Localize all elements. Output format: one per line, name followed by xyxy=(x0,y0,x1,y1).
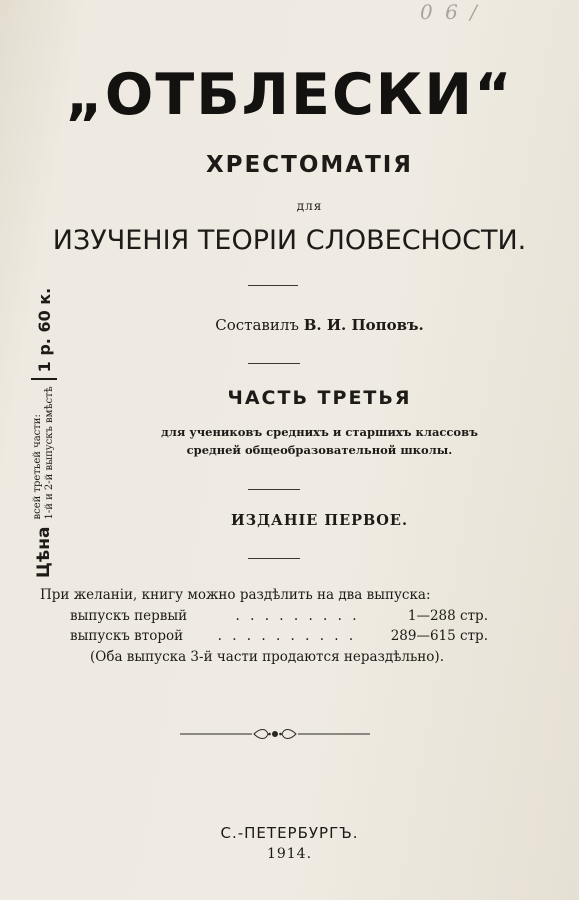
volume-label: выпускъ первый xyxy=(70,607,188,624)
split-note: (Оба выпуска 3-й части продаются нераздѣльно). xyxy=(90,648,444,665)
price-separator xyxy=(31,378,57,380)
divider xyxy=(248,558,300,559)
compiler-line xyxy=(30,316,579,334)
audience-text xyxy=(30,423,579,459)
book-subtitle: ХРЕСТОМАТІЯ xyxy=(205,152,414,178)
divider xyxy=(248,489,300,490)
volume-pages: 289—615 стр. xyxy=(390,628,488,644)
ornament-divider xyxy=(180,727,370,741)
part-heading: ЧАСТЬ ТРЕТЬЯ xyxy=(227,387,412,409)
volume-split-info xyxy=(40,585,560,667)
price-value: 1 р. 60 к. xyxy=(34,287,54,373)
imprint-city: С.-ПЕТЕРБУРГЪ. xyxy=(220,824,359,842)
volume-row xyxy=(40,606,560,627)
price-line: 1-й и 2-й выпускъ вмѣстѣ xyxy=(44,386,55,520)
volume-row xyxy=(40,626,560,647)
divider xyxy=(248,363,300,364)
audience-line: для учениковъ среднихъ и старшихъ классовъ xyxy=(161,425,478,439)
book-title: „ОТБЛЕСКИ“ xyxy=(65,62,514,128)
for-word: для xyxy=(296,199,323,213)
divider xyxy=(248,285,298,286)
audience-line: средней общеобразовательной школы. xyxy=(186,443,453,457)
volume-label: выпускъ второй xyxy=(70,628,184,644)
price-label: Цѣна xyxy=(34,526,54,578)
price-description xyxy=(32,386,56,519)
leader-dots: . . . . . . . . . xyxy=(235,607,360,624)
imprint-year: 1914. xyxy=(266,846,313,862)
edition-line: ИЗДАНІЕ ПЕРВОЕ. xyxy=(230,512,409,529)
subject-line: ИЗУЧЕНІЯ ТЕОРІИ СЛОВЕСНОСТИ. xyxy=(52,225,527,256)
price-line: всей третьей части: xyxy=(32,414,43,520)
leader-dots: . . . . . . . . . . xyxy=(217,628,357,644)
author-name: В. И. Поповъ. xyxy=(303,316,424,334)
split-intro: При желаніи, книгу можно раздѣлить на два выпуска: xyxy=(40,587,431,603)
compiled-prefix: Составилъ xyxy=(215,316,299,334)
price-stamp xyxy=(30,285,58,580)
pencil-mark: 0 6 / xyxy=(420,0,480,24)
volume-pages: 1—288 стр. xyxy=(407,607,488,624)
